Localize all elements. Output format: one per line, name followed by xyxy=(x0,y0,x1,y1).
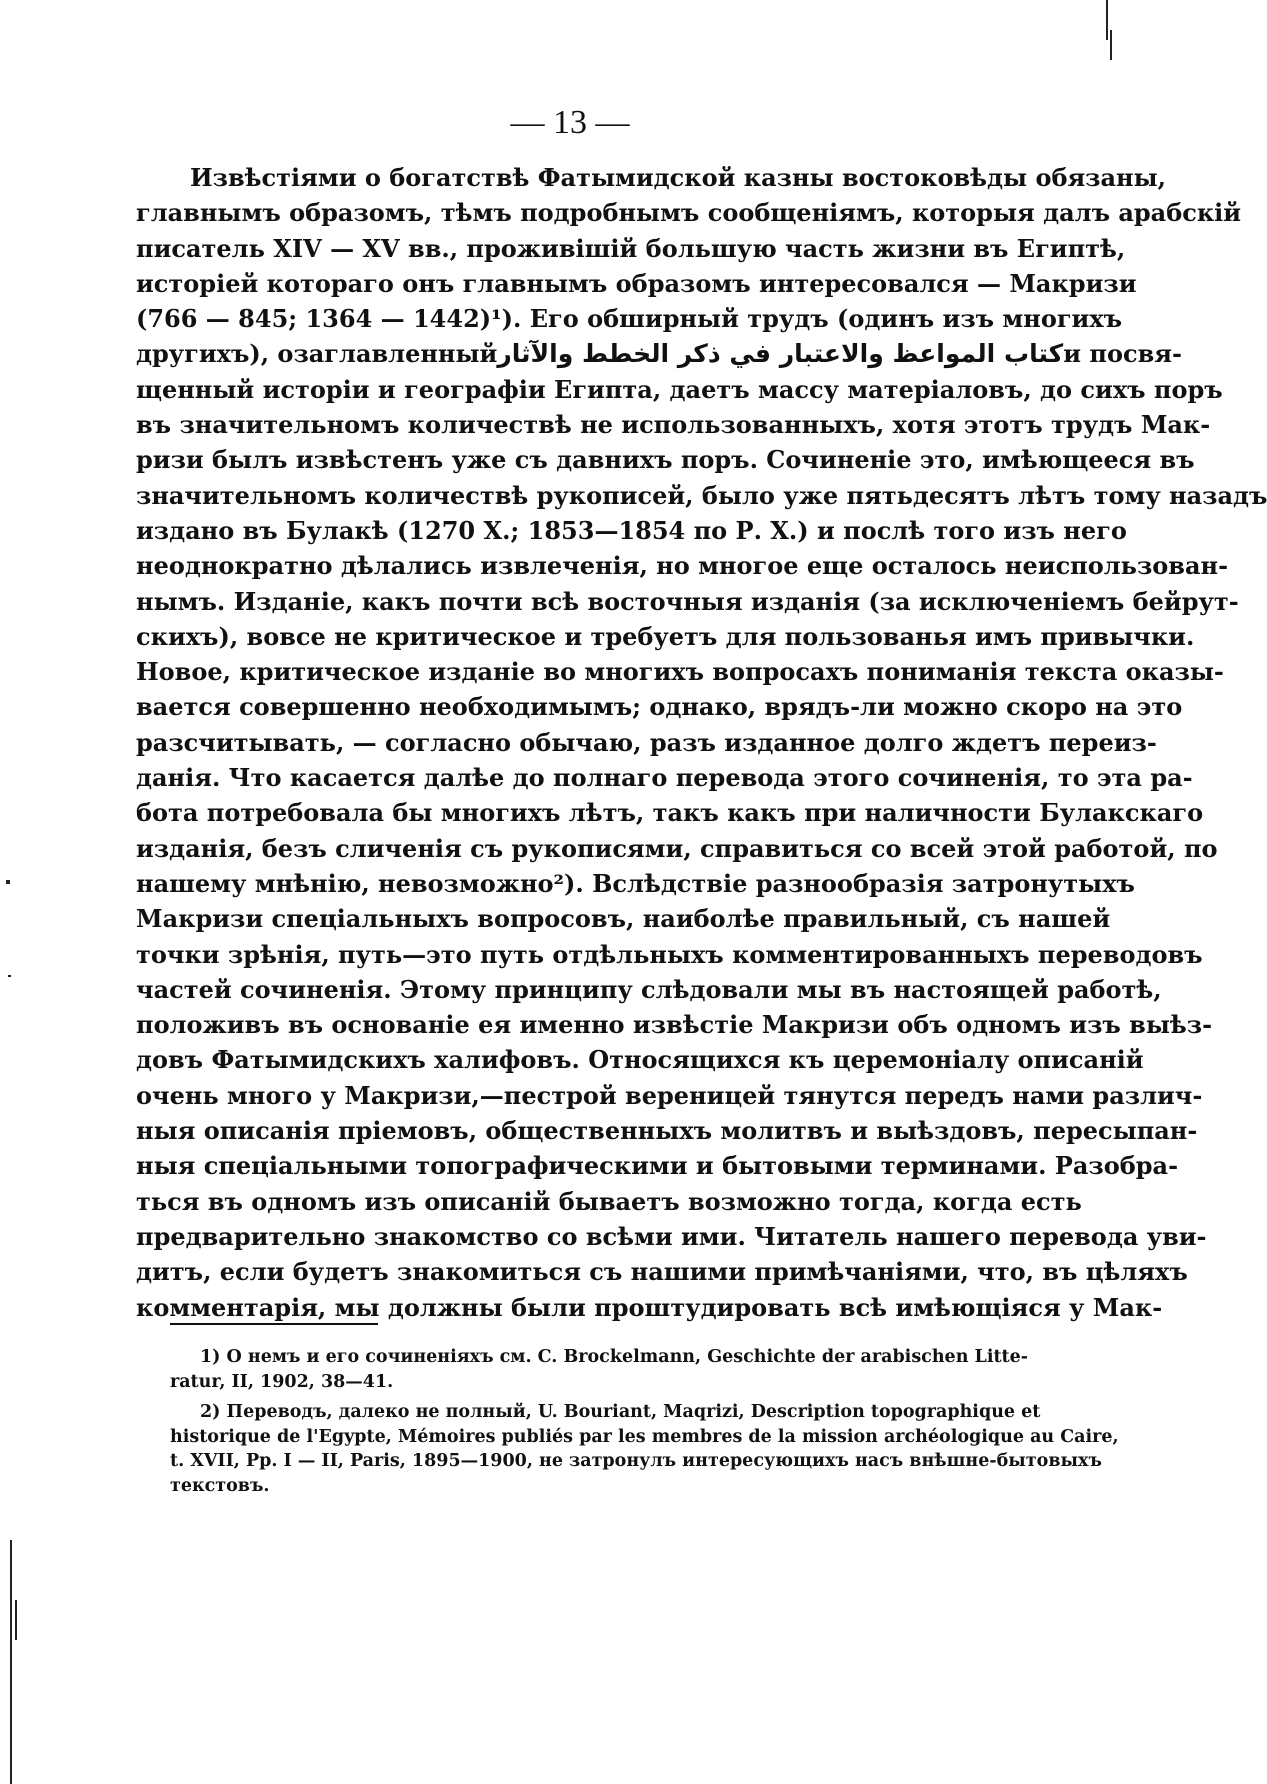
arabic-book-title: كتاب المواعظ والاعتبار في ذكر الخطط والآثار xyxy=(497,339,1064,369)
text-line: положивъ въ основаніе ея именно извѣстіе Макризи объ одномъ изъ выѣз- xyxy=(136,1010,1213,1040)
text-line: предварительно знакомство со всѣми ими. Читатель нашего перевода уви- xyxy=(136,1221,1207,1251)
text-line: очень много у Макризи,—пестрой вереницей тянутся передъ нами различ- xyxy=(136,1080,1203,1110)
footnote-1-line: 1) О немъ и его сочиненіяхъ см. C. Brockelmann, Geschichte der arabischen Litte- xyxy=(200,1347,1029,1367)
text-line: Макризи спеціальныхъ вопросовъ, наиболѣе правильный, съ нашей xyxy=(136,904,1111,934)
text-line: разсчитывать, — согласно обычаю, разъ изданное долго ждетъ переиз- xyxy=(136,727,1157,757)
text-line-with-arabic-title xyxy=(136,336,1182,371)
text-line: въ значительномъ количествѣ не использованныхъ, хотя этотъ трудъ Мак- xyxy=(136,410,1211,440)
text-segment: другихъ), озаглавленный xyxy=(136,339,498,369)
text-line: (766 — 845; 1364 — 1442)¹). Его обширный трудъ (одинъ изъ многихъ xyxy=(136,304,1123,334)
page-number: — 13 — xyxy=(510,104,630,141)
scan-edge-mark xyxy=(10,1540,12,1784)
text-line: вается совершенно необходимымъ; однако, врядъ-ли можно скоро на это xyxy=(136,692,1183,722)
text-line: нашему мнѣнію, невозможно²). Вслѣдствіе разнообразія затронутыхъ xyxy=(136,868,1135,898)
footnote-divider xyxy=(170,1323,378,1325)
footnote-2-line: текстовъ. xyxy=(170,1475,270,1496)
scan-edge-mark xyxy=(8,975,11,977)
text-line: нымъ. Изданіе, какъ почти всѣ восточныя изданія (за исключеніемъ бейрут- xyxy=(136,586,1239,616)
text-line: точки зрѣнія, путь—это путь отдѣльныхъ комментированныхъ переводовъ xyxy=(136,939,1203,969)
text-line: дитъ, если будетъ знакомиться съ нашими примѣчаніями, что, въ цѣляхъ xyxy=(136,1257,1188,1287)
text-line: частей сочиненія. Этому принципу слѣдовали мы въ настоящей работѣ, xyxy=(136,974,1162,1004)
text-line: ться въ одномъ изъ описаній бываетъ возможно тогда, когда есть xyxy=(136,1186,1082,1216)
footnote-2-line: historique de l'Egypte, Mémoires publiés par les membres de la mission archéologique au Caire, xyxy=(170,1426,1119,1447)
text-line: издано въ Булакѣ (1270 Х.; 1853—1854 по Р. Х.) и послѣ того изъ него xyxy=(136,515,1127,545)
scan-edge-mark xyxy=(1106,0,1108,40)
text-line: ныя спеціальными топографическими и бытовыми терминами. Разобра- xyxy=(136,1151,1179,1181)
text-line: ныя описанія пріемовъ, общественныхъ молитвъ и выѣздовъ, пересыпан- xyxy=(136,1116,1198,1146)
scan-edge-mark xyxy=(15,1600,17,1640)
text-line: исторіей котораго онъ главнымъ образомъ интересовался — Макризи xyxy=(136,268,1137,298)
text-line: Новое, критическое изданіе во многихъ вопросахъ пониманія текста оказы- xyxy=(136,657,1224,687)
scan-edge-mark xyxy=(1110,30,1112,60)
text-line: щенный исторіи и географіи Египта, даетъ массу матеріаловъ, до сихъ поръ xyxy=(136,374,1223,404)
footnote-1-line: ratur, II, 1902, 38—41. xyxy=(170,1371,394,1392)
footnote-2-line: t. XVII, Pp. I — II, Paris, 1895—1900, не затронулъ интересующихъ насъ внѣшне-бытовыхъ xyxy=(170,1451,1102,1471)
text-line: довъ Фатымидскихъ халифовъ. Относящихся къ церемоніалу описаній xyxy=(136,1045,1144,1075)
footnote-2-line: 2) Переводъ, далеко не полный, U. Bouriant, Maqrizi, Description topographique et xyxy=(200,1402,1041,1422)
text-line: Извѣстіями о богатствѣ Фатымидской казны востоковѣды обязаны, xyxy=(190,163,1167,192)
text-line: бота потребовала бы многихъ лѣтъ, такъ какъ при наличности Булакскаго xyxy=(136,798,1204,828)
text-segment: и посвя- xyxy=(1063,339,1182,369)
text-line: комментарія, мы должны были проштудировать всѣ имѣющіяся у Мак- xyxy=(136,1292,1163,1322)
text-line: значительномъ количествѣ рукописей, было уже пятьдесятъ лѣтъ тому назадъ xyxy=(136,480,1267,510)
main-text xyxy=(136,160,1267,1325)
text-line: писатель XIV — XV вв., проживішій большую часть жизни въ Египтѣ, xyxy=(136,233,1126,263)
text-line: ризи былъ извѣстенъ уже съ давнихъ поръ. Сочиненіе это, имѣющееся въ xyxy=(136,445,1195,475)
text-line: данія. Что касается далѣе до полнаго перевода этого сочиненія, то эта ра- xyxy=(136,763,1193,793)
footnotes xyxy=(170,1345,1119,1498)
scan-edge-mark xyxy=(6,880,10,884)
text-line: неоднократно дѣлались извлеченія, но многое еще осталось неиспользован- xyxy=(136,551,1229,581)
text-line: главнымъ образомъ, тѣмъ подробнымъ сообщеніямъ, которыя далъ арабскій xyxy=(136,198,1242,228)
text-line: скихъ), вовсе не критическое и требуетъ для пользованья имъ привычки. xyxy=(136,621,1195,651)
text-line: изданія, безъ сличенія съ рукописями, справиться со всей этой работой, по xyxy=(136,833,1218,863)
